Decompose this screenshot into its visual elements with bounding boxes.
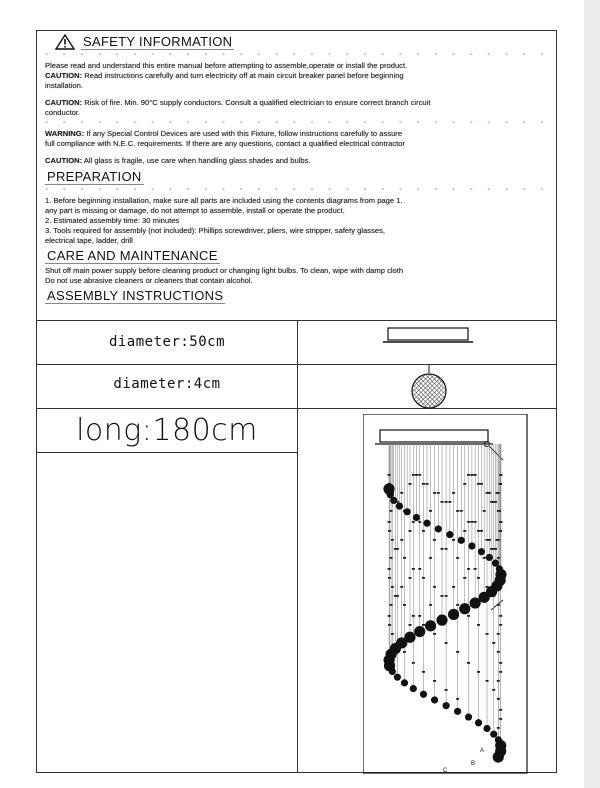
column-divider [297,320,298,772]
ghost-text: ▪ ▪ ▪ ▪ ▪ ▪ ▪ ▪ ▪ ▪ ▪ ▪ ▪ ▪ ▪ ▪ ▪ ▪ ▪ ▪ ▪ ▪ ▪ ▪ ▪ ▪ ▪ ▪ ▪ [45,185,550,194]
warning-triangle-icon [55,34,75,50]
care-heading [45,248,550,264]
preparation-heading [45,169,550,185]
ghost-text: ▪ ▪ ▪ ▪ ▪ ▪ ▪ ▪ ▪ ▪ ▪ ▪ ▪ ▪ ▪ ▪ ▪ ▪ ▪ ▪ ▪ ▪ ▪ ▪ ▪ ▪ ▪ ▪ ▪ [45,50,550,59]
length-label: long:180cm [76,413,258,448]
safety-caution-fire: CAUTION: Risk of fire. Min. 90°C supply conductors. Consult a qualified electrician to ensure correct branch circuit conductor. [45,98,431,117]
safety-section [37,31,556,321]
canopy-plate [380,430,488,442]
ball-label: B [471,761,476,767]
chandelier-diagram [363,414,528,774]
crystal-diameter-label: diameter:4cm [113,376,221,392]
divider [37,408,556,409]
crystal-ball-icon [411,365,447,411]
canopy-diameter-label: diameter:50cm [108,334,226,350]
preparation-title: PREPARATION [47,169,142,184]
divider [37,364,556,365]
safety-caution-glass: CAUTION: All glass is fragile, use care when handling glass shades and bulbs. [45,156,311,165]
care-text: Shut off main power supply before cleaning product or changing light bulbs. To clean, wipe with damp cloth Do not use abrasive cleaners or cleaners that contain alcohol. [45,266,404,285]
divider [37,452,297,453]
instruction-sheet [36,30,557,773]
care-title: CARE AND MAINTENANCE [47,248,218,263]
preparation-steps: 1. Before beginning installation, make sure all parts are included using the contents diagrams from page 1. any part is missing or damage, do not attempt to assemble, install or operate the product. 2. Estimated assembly time: 30 minutes 3. Tools required for assembly (not included): Phillips screwdriver, pliers, wire stripper, safety glasses, electrical tape, ladder, drill [45,196,403,245]
safety-warning: WARNING: If any Special Control Devices are used with this Fixture, follow instructions carefully to assure full compliance with N.E.C. requirements. If there are any questions, contact a qualified electrical contractor [45,129,406,148]
safety-title: SAFETY INFORMATION [83,34,233,49]
ball-label: C [443,768,448,774]
canopy-icon [383,326,475,346]
ghost-text: ▪ ▪ ▪ ▪ ▪ ▪ ▪ ▪ ▪ ▪ ▪ ▪ ▪ ▪ ▪ ▪ ▪ ▪ ▪ ▪ ▪ ▪ ▪ ▪ ▪ ▪ ▪ ▪ ▪ [45,118,550,127]
diagram-frame [363,414,527,773]
safety-intro: Please read and understand this entire manual before attempting to assemble,operate or install the product. CAUTION: Read instructions carefully and turn electricity off at main circuit breaker panel before beginning installation. [45,61,408,90]
assembly-heading [45,288,550,304]
ball-label: A [480,748,485,754]
assembly-title: ASSEMBLY INSTRUCTIONS [47,288,224,303]
page-edge-strip [584,0,600,788]
safety-heading [45,34,550,50]
